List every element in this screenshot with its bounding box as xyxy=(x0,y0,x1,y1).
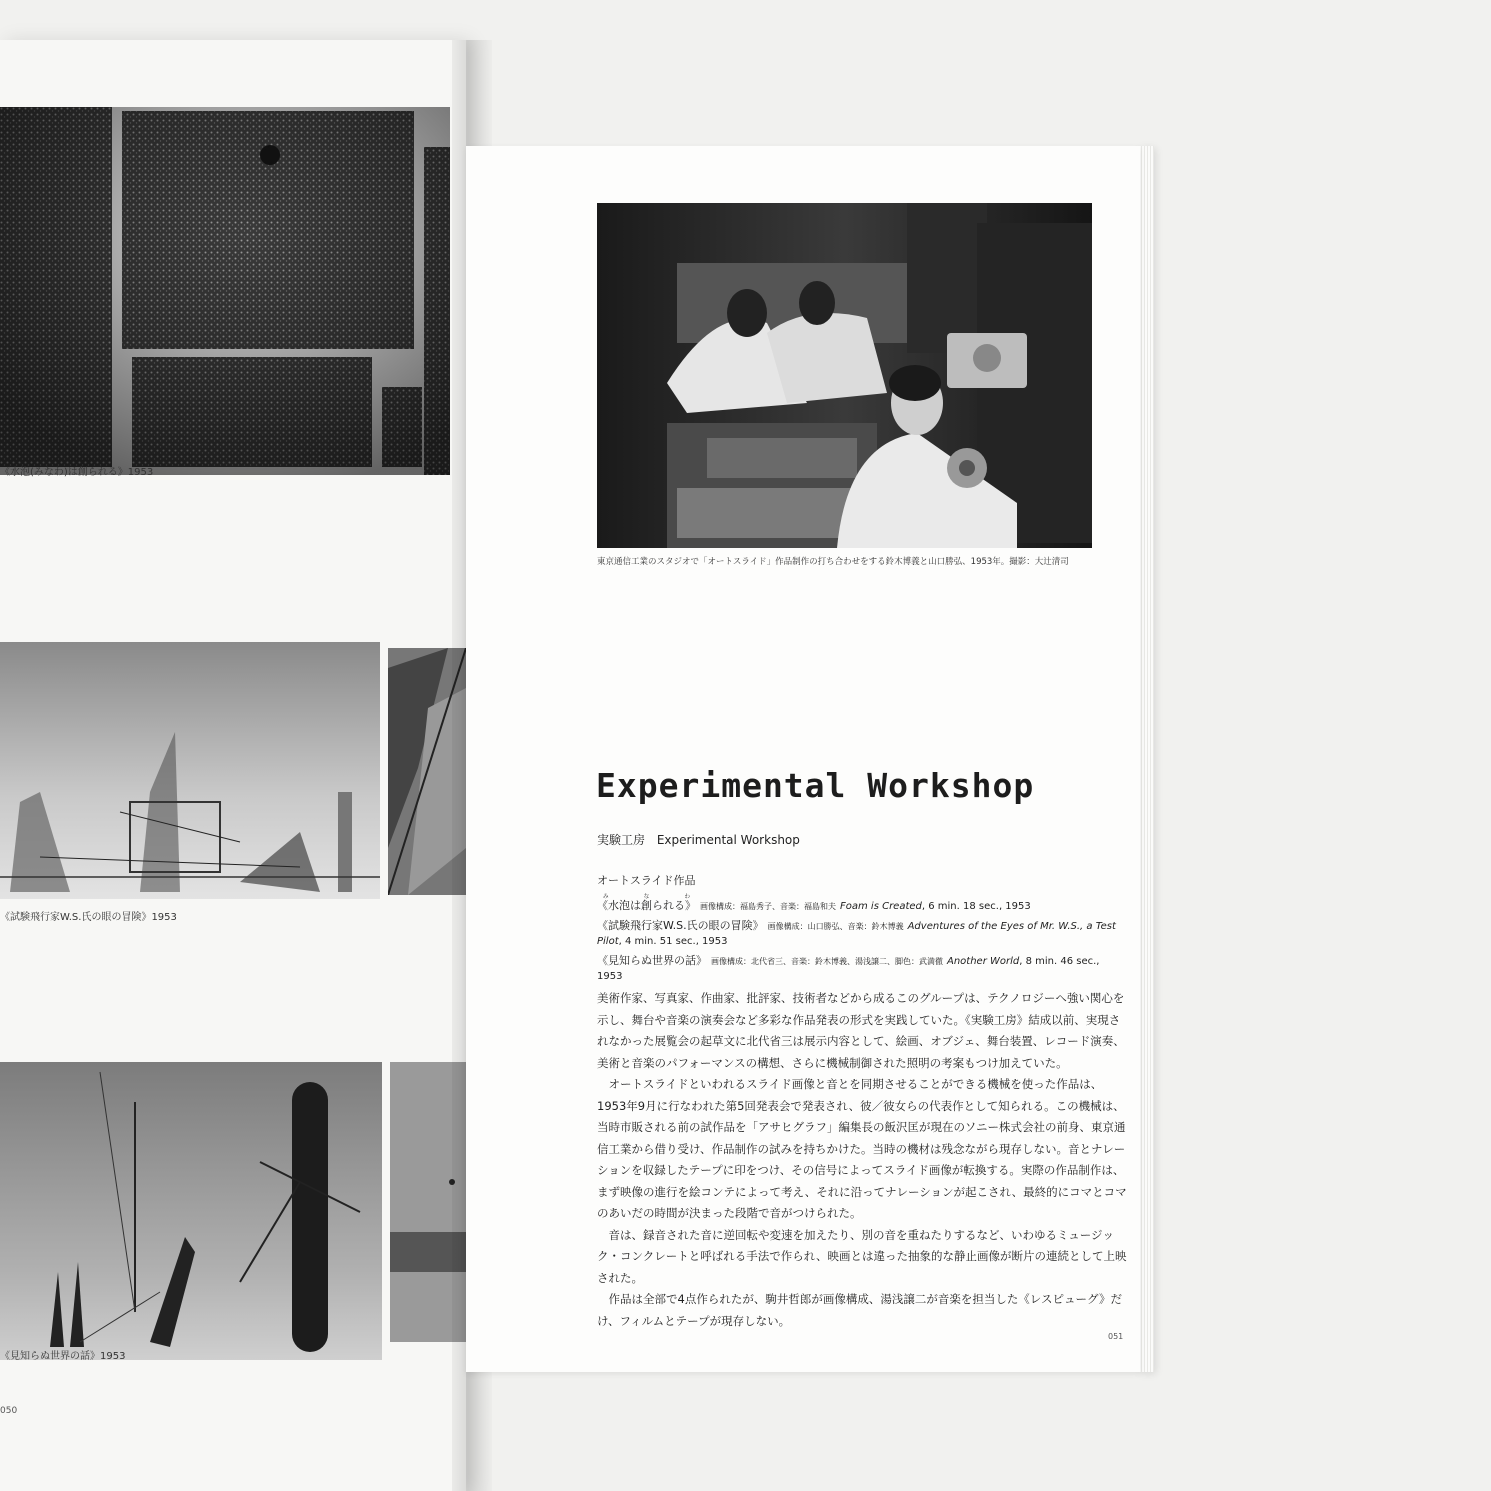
photo-adventures-of-the-eyes xyxy=(0,642,380,899)
subtitle-ja: 実験工房 xyxy=(597,833,646,847)
paragraph: オートスライドといわれるスライド画像と音とを同期させることができる機械を使った作品は、1953年9月に行なわれた第5回発表会で発表され、彼／彼女らの代表作として知られる。この機械は、当時市販される前の試作品を「アサヒグラフ」編集長の飯沢匡が現在のソニー株式会社の前身、東京通信工業から借り受け、作品制作の試みを持ちかけた。当時の機材は残念ながら現存しない。音とナレーションを収録したテープに印をつけ、その信号によってスライド画像が転換する。実際の作品制作は、まず映像の進行を絵コンテによって考え、それに沿ってナレーションが起こされ、最終的にコマとコマのあいだの時間が決まった段階で音がつけられた。 xyxy=(597,1077,1127,1220)
work-title: 《試験飛行家W.S.氏の眼の冒険》 xyxy=(597,919,764,932)
work-credits: 画像構成：北代省三、音楽：鈴木博義、湯浅譲二、脚色：武満徹 xyxy=(711,957,943,966)
work-item xyxy=(597,918,1127,949)
work-en-title: Another World xyxy=(947,956,1020,967)
left-page xyxy=(0,40,466,1491)
subtitle-en: Experimental Workshop xyxy=(656,833,800,847)
photo-studio-meeting xyxy=(597,203,1092,548)
folio-right: 051 xyxy=(1108,1332,1124,1341)
body-text xyxy=(597,988,1127,1332)
work-en-title: Foam is Created xyxy=(840,901,922,912)
work-item xyxy=(597,953,1127,984)
photo-caption: 東京通信工業のスタジオで「オートスライド」作品制作の打ち合わせをする鈴木博義と山口勝弘、1953年。撮影：大辻清司 xyxy=(597,557,1069,567)
paragraph: 音は、録音された音に逆回転や変速を加えたり、別の音を重ねたりするなど、いわゆるミュージック・コンクレートと呼ばれる手法で作られ、映画とは違った抽象的な静止画像が断片の連続として上映された。 xyxy=(597,1227,1127,1285)
work-detail: , 6 min. 18 sec., 1953 xyxy=(921,901,1031,912)
work-credits: 画像構成：山口勝弘、音楽：鈴木博義 xyxy=(767,922,904,931)
photo-another-world xyxy=(0,1062,382,1360)
right-page xyxy=(466,146,1140,1372)
page-subtitle xyxy=(597,831,800,848)
caption-photo-2: 《試験飛行家W.S.氏の眼の冒険》1953 xyxy=(0,912,177,923)
work-title: 《水泡は創られる》みなわ xyxy=(597,894,696,912)
works-heading: オートスライド作品 xyxy=(597,874,696,887)
work-item xyxy=(597,894,1127,914)
page-title: Experimental Workshop xyxy=(596,766,1035,805)
work-credits: 画像構成：福島秀子、音楽：福島和夫 xyxy=(700,902,836,911)
paragraph: 作品は全部で4点作られたが、駒井哲郎が画像構成、湯浅譲二が音楽を担当した《レスピューグ》だけ、フィルムとテープが現存しない。 xyxy=(597,1292,1123,1328)
caption-photo-3: 《見知らぬ世界の話》1953 xyxy=(0,1351,126,1362)
work-title: 《見知らぬ世界の話》 xyxy=(597,954,707,967)
work-detail: , 4 min. 51 sec., 1953 xyxy=(618,936,728,947)
work-ruby: みなわ xyxy=(597,894,696,900)
photo-foam-is-created xyxy=(0,107,450,475)
work-detail: , 8 min. 46 sec., 1953 xyxy=(597,956,1100,982)
works-list xyxy=(597,872,1127,988)
page-edges xyxy=(1138,146,1154,1372)
caption-photo-1: 《水泡(みなわ)は創られる》1953 xyxy=(0,467,154,478)
folio-left: 050 xyxy=(0,1406,18,1416)
work-en-title: Adventures of the Eyes of Mr. W.S., a Test Pilot xyxy=(597,921,1116,947)
paragraph: 美術作家、写真家、作曲家、批評家、技術者などから成るこのグループは、テクノロジーへ強い関心を示し、舞台や音楽の演奏会など多彩な作品発表の形式を実践していた。《実験工房》結成以前、実現されなかった展覧会の起草文に北代省三は展示内容として、絵画、オブジェ、舞台装置、レコード演奏、美術と音楽のパフォーマンスの構想、さらに機械制御された照明の考案もつけ加えていた。 xyxy=(597,991,1125,1070)
